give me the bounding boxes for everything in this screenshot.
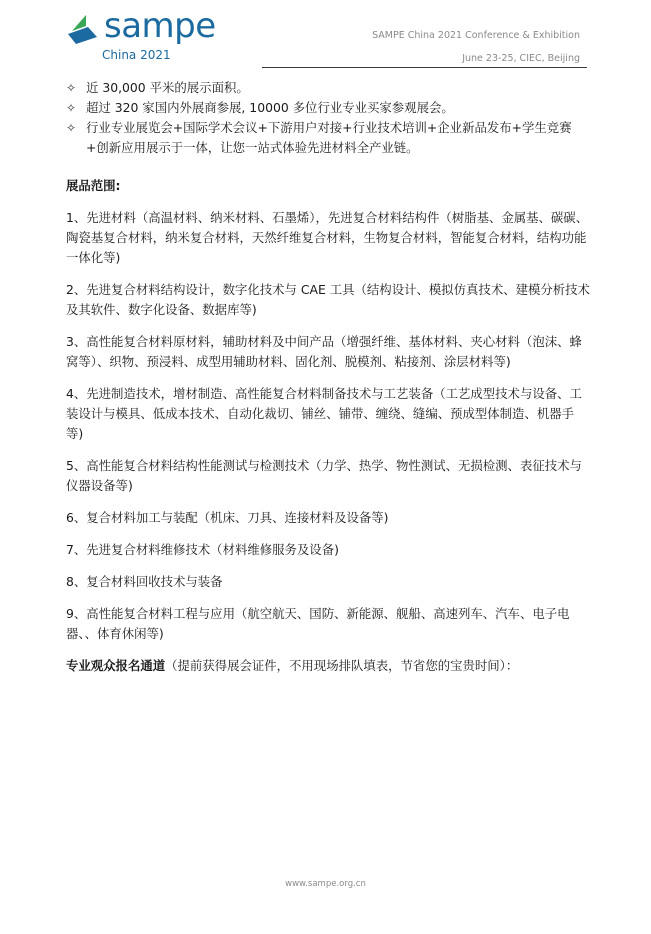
logo-subtitle: China 2021	[102, 48, 171, 62]
exhibit-scope-item: 5、高性能复合材料结构性能测试与检测技术（力学、热学、物性测试、无损检测、表征技术与仪器设备等)	[66, 458, 582, 493]
logo-wordmark: sampe	[104, 6, 216, 46]
exhibit-scope-item: 8、复合材料回收技术与装备	[66, 574, 223, 589]
list-item	[66, 118, 590, 158]
exhibit-scope-item: 9、高性能复合材料工程与应用（航空航天、国防、新能源、舰船、高速列车、汽车、电子电器、、体育休闲等)	[66, 606, 570, 641]
bullet-text: 行业专业展览会+国际学术会议+下游用户对接+行业技术培训+企业新品发布+学生竞赛+创新应用展示于一体，让您一站式体验先进材料全产业链。	[86, 120, 572, 155]
bullet-text: 超过 320 家国内外展商参展, 10000 多位行业专业买家参观展会。	[86, 100, 454, 115]
conference-date: June 23-25, CIEC, Beijing	[462, 53, 580, 64]
conference-title: SAMPE China 2021 Conference & Exhibition	[372, 30, 580, 41]
registration-link[interactable]: 专业观众报名通道	[66, 658, 166, 673]
exhibit-scope-item: 2、先进复合材料结构设计，数字化技术与 CAE 工具（结构设计、模拟仿真技术、建模分析技术及其软件、数字化设备、数据库等)	[66, 282, 590, 317]
page-body	[66, 78, 590, 688]
diamond-star-icon: ✧	[66, 101, 77, 115]
registration-note: （提前获得展会证件，不用现场排队填表，节省您的宝贵时间）：	[165, 658, 519, 673]
page-header	[0, 0, 651, 80]
exhibit-scope-item: 4、先进制造技术，增材制造、高性能复合材料制备技术与工艺装备（工艺成型技术与设备、工装设计与模具、低成本技术、自动化裁切、铺丝、铺带、缠绕、缝编、预成型体制造、机器手等)	[66, 386, 582, 441]
footer-url[interactable]: www.sampe.org.cn	[285, 879, 366, 889]
highlights-list	[66, 78, 590, 158]
list-item	[66, 98, 590, 118]
sampe-logo[interactable]	[66, 6, 226, 62]
exhibit-scope-item: 7、先进复合材料维修技术（材料维修服务及设备)	[66, 542, 339, 557]
diamond-star-icon: ✧	[66, 81, 77, 95]
sampe-leaf-icon	[66, 14, 100, 48]
header-divider	[262, 67, 587, 68]
diamond-star-icon: ✧	[66, 121, 77, 135]
registration-line	[66, 656, 590, 676]
exhibit-scope-item: 3、高性能复合材料原材料，辅助材料及中间产品（增强纤维、基体材料、夹心材料（泡沫、蜂窝等）、织物、预浸料、成型用辅助材料、固化剂、脱模剂、粘接剂、涂层材料等)	[66, 334, 582, 369]
exhibit-scope-item: 1、先进材料（高温材料、纳米材料、石墨烯），先进复合材料结构件（树脂基、金属基、碳碳、陶瓷基复合材料，纳米复合材料，天然纤维复合材料，生物复合材料，智能复合材料，结构功能一体化等)	[66, 210, 589, 265]
list-item	[66, 78, 590, 98]
exhibit-scope-item: 6、复合材料加工与装配（机床、刀具、连接材料及设备等)	[66, 510, 389, 525]
section-heading: 展品范围:	[66, 178, 121, 193]
bullet-text: 近 30,000 平米的展示面积。	[86, 80, 249, 95]
